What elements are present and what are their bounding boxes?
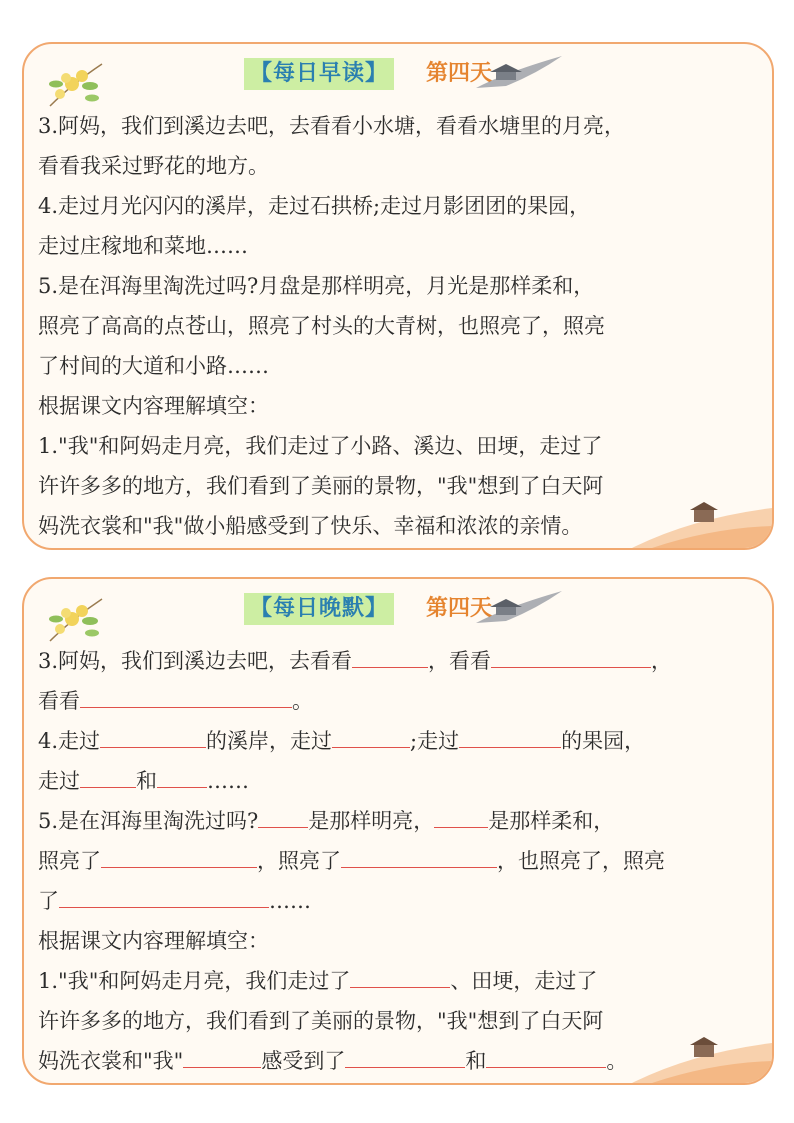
text-line <box>38 681 758 721</box>
text-segment: ，照亮了 <box>257 849 341 873</box>
text-line <box>38 721 758 761</box>
text-segment: 走过 <box>38 769 80 793</box>
fill-blank[interactable] <box>101 841 257 868</box>
text-line: 5.是在洱海里淘洗过吗?月盘是那样明亮，月光是那样柔和， <box>38 274 595 298</box>
text-line: 看看我采过野花的地方。 <box>38 154 269 178</box>
text-segment: 的果园， <box>561 729 646 753</box>
text-segment: …… <box>269 889 311 913</box>
text-segment: 照亮了 <box>38 849 101 873</box>
text-line: 根据课文内容理解填空： <box>38 394 269 418</box>
fill-blank[interactable] <box>80 761 136 788</box>
text-segment: 的溪岸，走过 <box>206 729 333 753</box>
text-segment: …… <box>207 769 249 793</box>
text-line <box>38 641 758 681</box>
day-label: 第四天 <box>426 61 493 86</box>
text-line: 照亮了高高的点苍山，照亮了村头的大青树，也照亮了，照亮 <box>38 314 605 338</box>
fill-blank[interactable] <box>352 641 428 668</box>
text-line <box>38 801 758 841</box>
text-line: 妈洗衣裳和"我"做小船感受到了快乐、幸福和浓浓的亲情。 <box>38 514 583 538</box>
text-segment: ;走过 <box>410 729 460 753</box>
text-line <box>38 961 758 1001</box>
fill-blank[interactable] <box>157 761 207 788</box>
text-segment: 和 <box>465 1049 487 1073</box>
text-line <box>38 881 758 921</box>
text-segment: 感受到了 <box>261 1049 346 1073</box>
text-line <box>38 841 758 881</box>
fill-blank[interactable] <box>434 801 488 828</box>
card-header <box>24 52 772 92</box>
fill-blank[interactable] <box>486 1041 606 1068</box>
flower-branch-icon <box>42 54 112 114</box>
text-line: 了村间的大道和小路…… <box>38 354 269 378</box>
page-title: 【每日早读】 <box>244 58 394 90</box>
text-line: 许许多多的地方，我们看到了美丽的景物，"我"想到了白天阿 <box>38 474 604 498</box>
corner-pavilion-icon <box>632 1023 772 1083</box>
fill-blank[interactable] <box>183 1041 261 1068</box>
fill-blank[interactable] <box>80 681 292 708</box>
fill-blank[interactable] <box>350 961 450 988</box>
text-segment: 是那样明亮， <box>308 809 435 833</box>
fill-blank[interactable] <box>59 881 269 908</box>
text-segment: 了 <box>38 889 59 913</box>
text-segment: 1."我"和阿妈走月亮，我们走过了 <box>38 969 351 993</box>
text-segment: 妈洗衣裳和"我" <box>38 1049 184 1073</box>
fill-blank[interactable] <box>491 641 651 668</box>
pavilion-icon <box>476 587 562 627</box>
text-line: 1."我"和阿妈走月亮，我们走过了小路、溪边、田埂，走过了 <box>38 434 603 458</box>
dictation-text <box>38 641 758 1081</box>
evening-dictation-card <box>22 577 774 1085</box>
fill-blank[interactable] <box>341 841 497 868</box>
text-segment: ，看看 <box>428 649 492 673</box>
text-segment: 5.是在洱海里淘洗过吗? <box>38 809 259 833</box>
text-segment: 。 <box>292 689 313 713</box>
text-segment: 、田埂，走过了 <box>450 969 598 993</box>
pavilion-icon <box>476 52 562 92</box>
text-segment: ，也照亮了，照亮 <box>497 849 665 873</box>
reading-text <box>38 106 758 546</box>
card-header <box>24 587 772 627</box>
flower-branch-icon <box>42 589 112 649</box>
text-line: 走过庄稼地和菜地…… <box>38 234 248 258</box>
text-segment: ， <box>651 649 673 673</box>
text-line: 3.阿妈，我们到溪边去吧，去看看小水塘，看看水塘里的月亮， <box>38 114 626 138</box>
text-line <box>38 761 758 801</box>
fill-blank[interactable] <box>258 801 308 828</box>
text-segment: 。 <box>606 1049 628 1073</box>
fill-blank[interactable] <box>459 721 561 748</box>
text-line: 4.走过月光闪闪的溪岸，走过石拱桥;走过月影团团的果园， <box>38 194 591 218</box>
text-segment: 4.走过 <box>38 729 101 753</box>
fill-blank[interactable] <box>345 1041 465 1068</box>
text-line: 根据课文内容理解填空： <box>38 929 269 953</box>
text-segment: 3.阿妈，我们到溪边去吧，去看看 <box>38 649 353 673</box>
morning-reading-card <box>22 42 774 550</box>
text-segment: 是那样柔和， <box>488 809 615 833</box>
text-segment: 和 <box>136 769 157 793</box>
corner-pavilion-icon <box>632 488 772 548</box>
page-title: 【每日晚默】 <box>244 593 394 625</box>
day-label: 第四天 <box>426 596 493 621</box>
text-segment: 看看 <box>38 689 80 713</box>
fill-blank[interactable] <box>100 721 206 748</box>
text-line: 许许多多的地方，我们看到了美丽的景物，"我"想到了白天阿 <box>38 1009 604 1033</box>
fill-blank[interactable] <box>332 721 410 748</box>
